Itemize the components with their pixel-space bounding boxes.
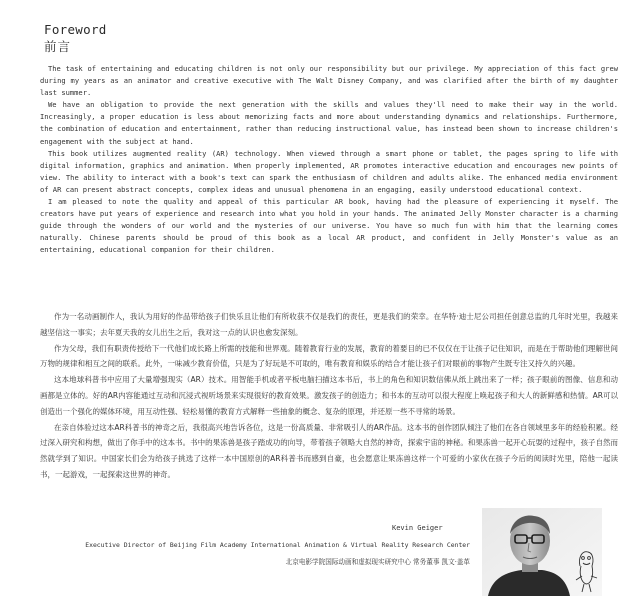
english-paragraph: I am pleased to note the quality and appeal of this particular AR book, having had the pleasure of experiencing it myself. The creators have put years of experience and research into what you hold in your hands. The animated Jelly Monster character is a charming guide through the wonders of our world and the mysteries of our universe. You have so much fun with him that the learning comes naturally. Chinese parents should be proud of this book as a local AR product, and confident in Jelly Monster's value as an entertaining, educational companion for their children. [40,197,618,255]
chinese-paragraph: 作为父母，我们有职责传授给下一代他们成长路上所需的技能和世界观。随着教育行业的发展，教育的着要目的已不仅仅在于让孩子记住知识，而是在于帮助他们理解世间万物的规律和相互之间的联系。此外，一味减少教育价值，只是为了好玩是不可取的，唯有教育和娱乐的结合才能让孩子们对眼前的事物产生既专注又持久的兴趣。 [40,343,618,369]
foreword-chinese-text [40,309,618,483]
chinese-paragraph: 在亲自体验过这本AR科普书的神奇之后，我很高兴地告诉各位，这是一份高质量、非常吸引人的AR作品。这本书的创作团队倾注了他们在各自领域里多年的经验积累。经过深入研究和构想，做出了你手中的这本书。书中的果冻兽是孩子踏成功的向导，带着孩子领略大自然的神奇，探索宇宙的神秘。和果冻兽一起开心玩耍的过程中，孩子自然而然就学到了知识。中国家长们会为给孩子挑选了这样一本中国原创的AR科普书而感到自豪，也会愿意让果冻兽这样一个可爱的小家伙在孩子今后的阅读时光里，陪他一起读书，一起游戏，一起探索这世界的神奇。 [40,422,618,479]
page-title-en: Foreword [44,22,107,37]
chinese-paragraph: 这本地球科普书中应用了大量增强现实（AR）技术。用智能手机或者平板电脑扫描这本书后，书上的角色和知识数信佛从纸上跳出来了一样；孩子眼前的图像、信息和动画都是立体的。好的AR内容能通过互动和沉浸式视听场景来实现很好的教育效果。激发孩子的创造力；和书本的互动可以很大程度上唤起孩子和大人的新鲜感和热情。AR可以创造出一个强化的媒体环境，用互动性强、轻松易懂的教育方式解释一些抽象的概念、复杂的原理，并还原一些不寻常的场景。 [40,375,618,416]
english-paragraph: We have an obligation to provide the next generation with the skills and values they'll need to make their way in the world. Increasingly, a proper education is less about memorizing facts and more about understanding dynamics and relationships. Furthermore, the combination of education and entertainment, rather than reducing instructional value, has instead been shown to increase children's engagement with the subject at hand. [40,100,618,146]
chinese-paragraph: 作为一名动画制作人，我认为用好的作品带给孩子们快乐且让他们有所收获不仅是我们的责任，更是我们的荣幸。在华特·迪士尼公司担任创意总监的几年时光里，我越来越坚信这一事实；去年夏天我的女儿出生之后，我对这一点的认识也愈发深刻。 [40,312,618,337]
author-title-en: Executive Director of Beijing Film Academy International Animation & Virtual Reality Research Center [85,541,470,549]
foreword-english-text [40,63,618,257]
english-paragraph: This book utilizes augmented reality (AR) technology. When viewed through a smart phone or tablet, the pages spring to life with digital information, graphics and animation. When properly implemented, AR promotes interactive education and encourages new points of view. The ability to interact with a book's text can spark the enthusiasm of children and adults alike. The enhanced media environment of AR can present abstract concepts, complex ideas and unusual phenomena in an engaging, easily understood educational context. [40,148,618,194]
author-name: Kevin Geiger [392,524,443,532]
author-portrait [482,508,602,596]
author-title-zh: 北京电影学院国际动画和虚拟现实研究中心 常务董事 凯文·盖革 [285,558,470,566]
english-paragraph: The task of entertaining and educating children is not only our responsibility but our privilege. My appreciation of this fact grew during my years as an animator and creative executive with The Walt Disney Company, and was clarified after the birth of my daughter last summer. [40,64,618,98]
page-title-zh: 前言 [44,39,72,54]
